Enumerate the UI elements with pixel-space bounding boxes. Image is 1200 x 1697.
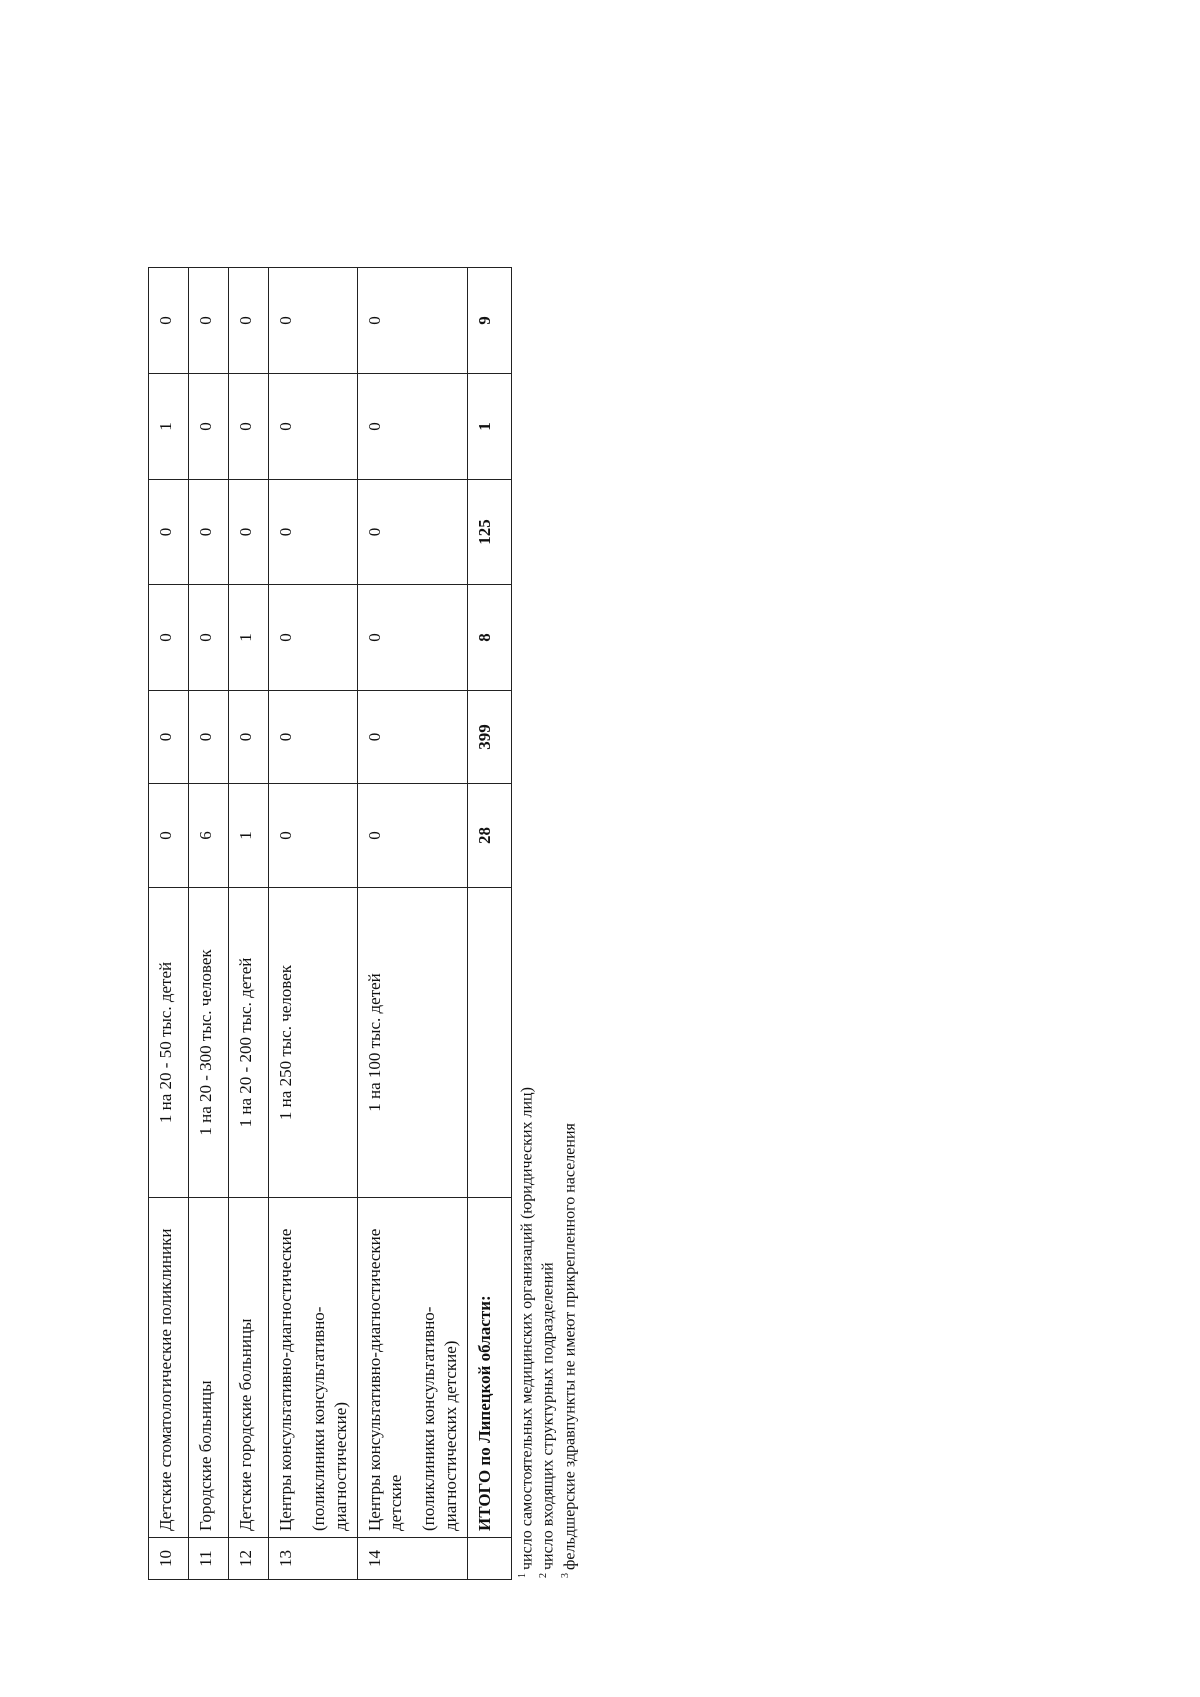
total-value-cell: 399 <box>467 691 511 784</box>
value-cell: 0 <box>229 691 269 784</box>
total-value-cell: 28 <box>467 784 511 888</box>
facilities-table <box>148 267 512 1580</box>
norm-cell: 1 на 250 тыс. человек <box>269 888 358 1198</box>
value-cell: 0 <box>149 268 189 374</box>
footnote-text: фельдшерские здравпункты не имеют прикрепленного населения <box>560 1123 578 1570</box>
footnote-text: число входящих структурных подразделений <box>539 1262 557 1570</box>
footnote-mark: 2 <box>538 1573 550 1578</box>
norm-cell: 1 на 20 - 50 тыс. детей <box>149 888 189 1198</box>
value-cell: 0 <box>229 480 269 585</box>
total-value-cell: 1 <box>467 374 511 480</box>
value-cell: 1 <box>149 374 189 480</box>
value-cell: 0 <box>357 784 467 888</box>
facility-name <box>357 1198 467 1538</box>
value-cell: 1 <box>229 784 269 888</box>
row-number: 14 <box>357 1538 467 1580</box>
row-number: 10 <box>149 1538 189 1580</box>
footnotes <box>514 1087 578 1578</box>
footnote-mark: 3 <box>559 1573 571 1578</box>
value-cell: 0 <box>269 268 358 374</box>
value-cell: 0 <box>189 691 229 784</box>
value-cell: 0 <box>189 585 229 691</box>
total-row <box>467 268 511 1580</box>
facility-name-text: Центры консультативно-диагностические детские <box>364 1228 405 1531</box>
footnote <box>514 1087 535 1578</box>
value-cell: 0 <box>229 268 269 374</box>
value-cell: 0 <box>269 585 358 691</box>
row-number <box>467 1538 511 1580</box>
row-number: 13 <box>269 1538 358 1580</box>
facility-name-note: (поликлиники консультативно-диагностических детские) <box>419 1306 460 1531</box>
footnote-text: число самостоятельных медицинских организаций (юридических лиц) <box>518 1087 536 1570</box>
value-cell: 0 <box>269 784 358 888</box>
norm-cell: 1 на 100 тыс. детей <box>357 888 467 1198</box>
value-cell: 0 <box>357 585 467 691</box>
value-cell: 0 <box>189 268 229 374</box>
facility-name-note: (поликлиники консультативно-диагностические) <box>309 1306 350 1531</box>
norm-cell: 1 на 20 - 200 тыс. детей <box>229 888 269 1198</box>
total-value-cell: 8 <box>467 585 511 691</box>
value-cell: 0 <box>229 374 269 480</box>
value-cell: 0 <box>357 691 467 784</box>
value-cell: 0 <box>149 585 189 691</box>
value-cell: 0 <box>149 480 189 585</box>
table-row <box>269 268 358 1580</box>
footnote-mark: 1 <box>517 1573 528 1578</box>
table-row <box>357 268 467 1580</box>
value-cell: 0 <box>189 480 229 585</box>
value-cell: 0 <box>149 691 189 784</box>
value-cell: 0 <box>357 480 467 585</box>
facility-name <box>229 1198 269 1538</box>
facility-name <box>269 1198 358 1538</box>
value-cell: 0 <box>189 374 229 480</box>
value-cell: 0 <box>357 374 467 480</box>
row-number: 11 <box>189 1538 229 1580</box>
value-cell: 6 <box>189 784 229 888</box>
table-row <box>189 268 229 1580</box>
row-number: 12 <box>229 1538 269 1580</box>
table-row <box>149 268 189 1580</box>
footnote <box>535 1087 556 1578</box>
facility-name-text: Городские больницы <box>196 1380 215 1531</box>
value-cell: 0 <box>149 784 189 888</box>
facility-name-text: Центры консультативно-диагностические <box>276 1228 295 1531</box>
norm-cell <box>467 888 511 1198</box>
total-value-cell: 9 <box>467 268 511 374</box>
rotated-page <box>148 0 768 1580</box>
norm-cell: 1 на 20 - 300 тыс. человек <box>189 888 229 1198</box>
value-cell: 1 <box>229 585 269 691</box>
value-cell: 0 <box>269 691 358 784</box>
total-value-cell: 125 <box>467 480 511 585</box>
value-cell: 0 <box>269 374 358 480</box>
facility-name-text: Детские городские больницы <box>236 1318 255 1531</box>
value-cell: 0 <box>269 480 358 585</box>
table-row <box>229 268 269 1580</box>
facility-name <box>149 1198 189 1538</box>
facility-name-text: Детские стоматологические поликлиники <box>156 1228 175 1531</box>
facility-name <box>189 1198 229 1538</box>
total-label: ИТОГО по Липецкой области: <box>467 1198 511 1538</box>
footnote <box>557 1087 578 1578</box>
value-cell: 0 <box>357 268 467 374</box>
